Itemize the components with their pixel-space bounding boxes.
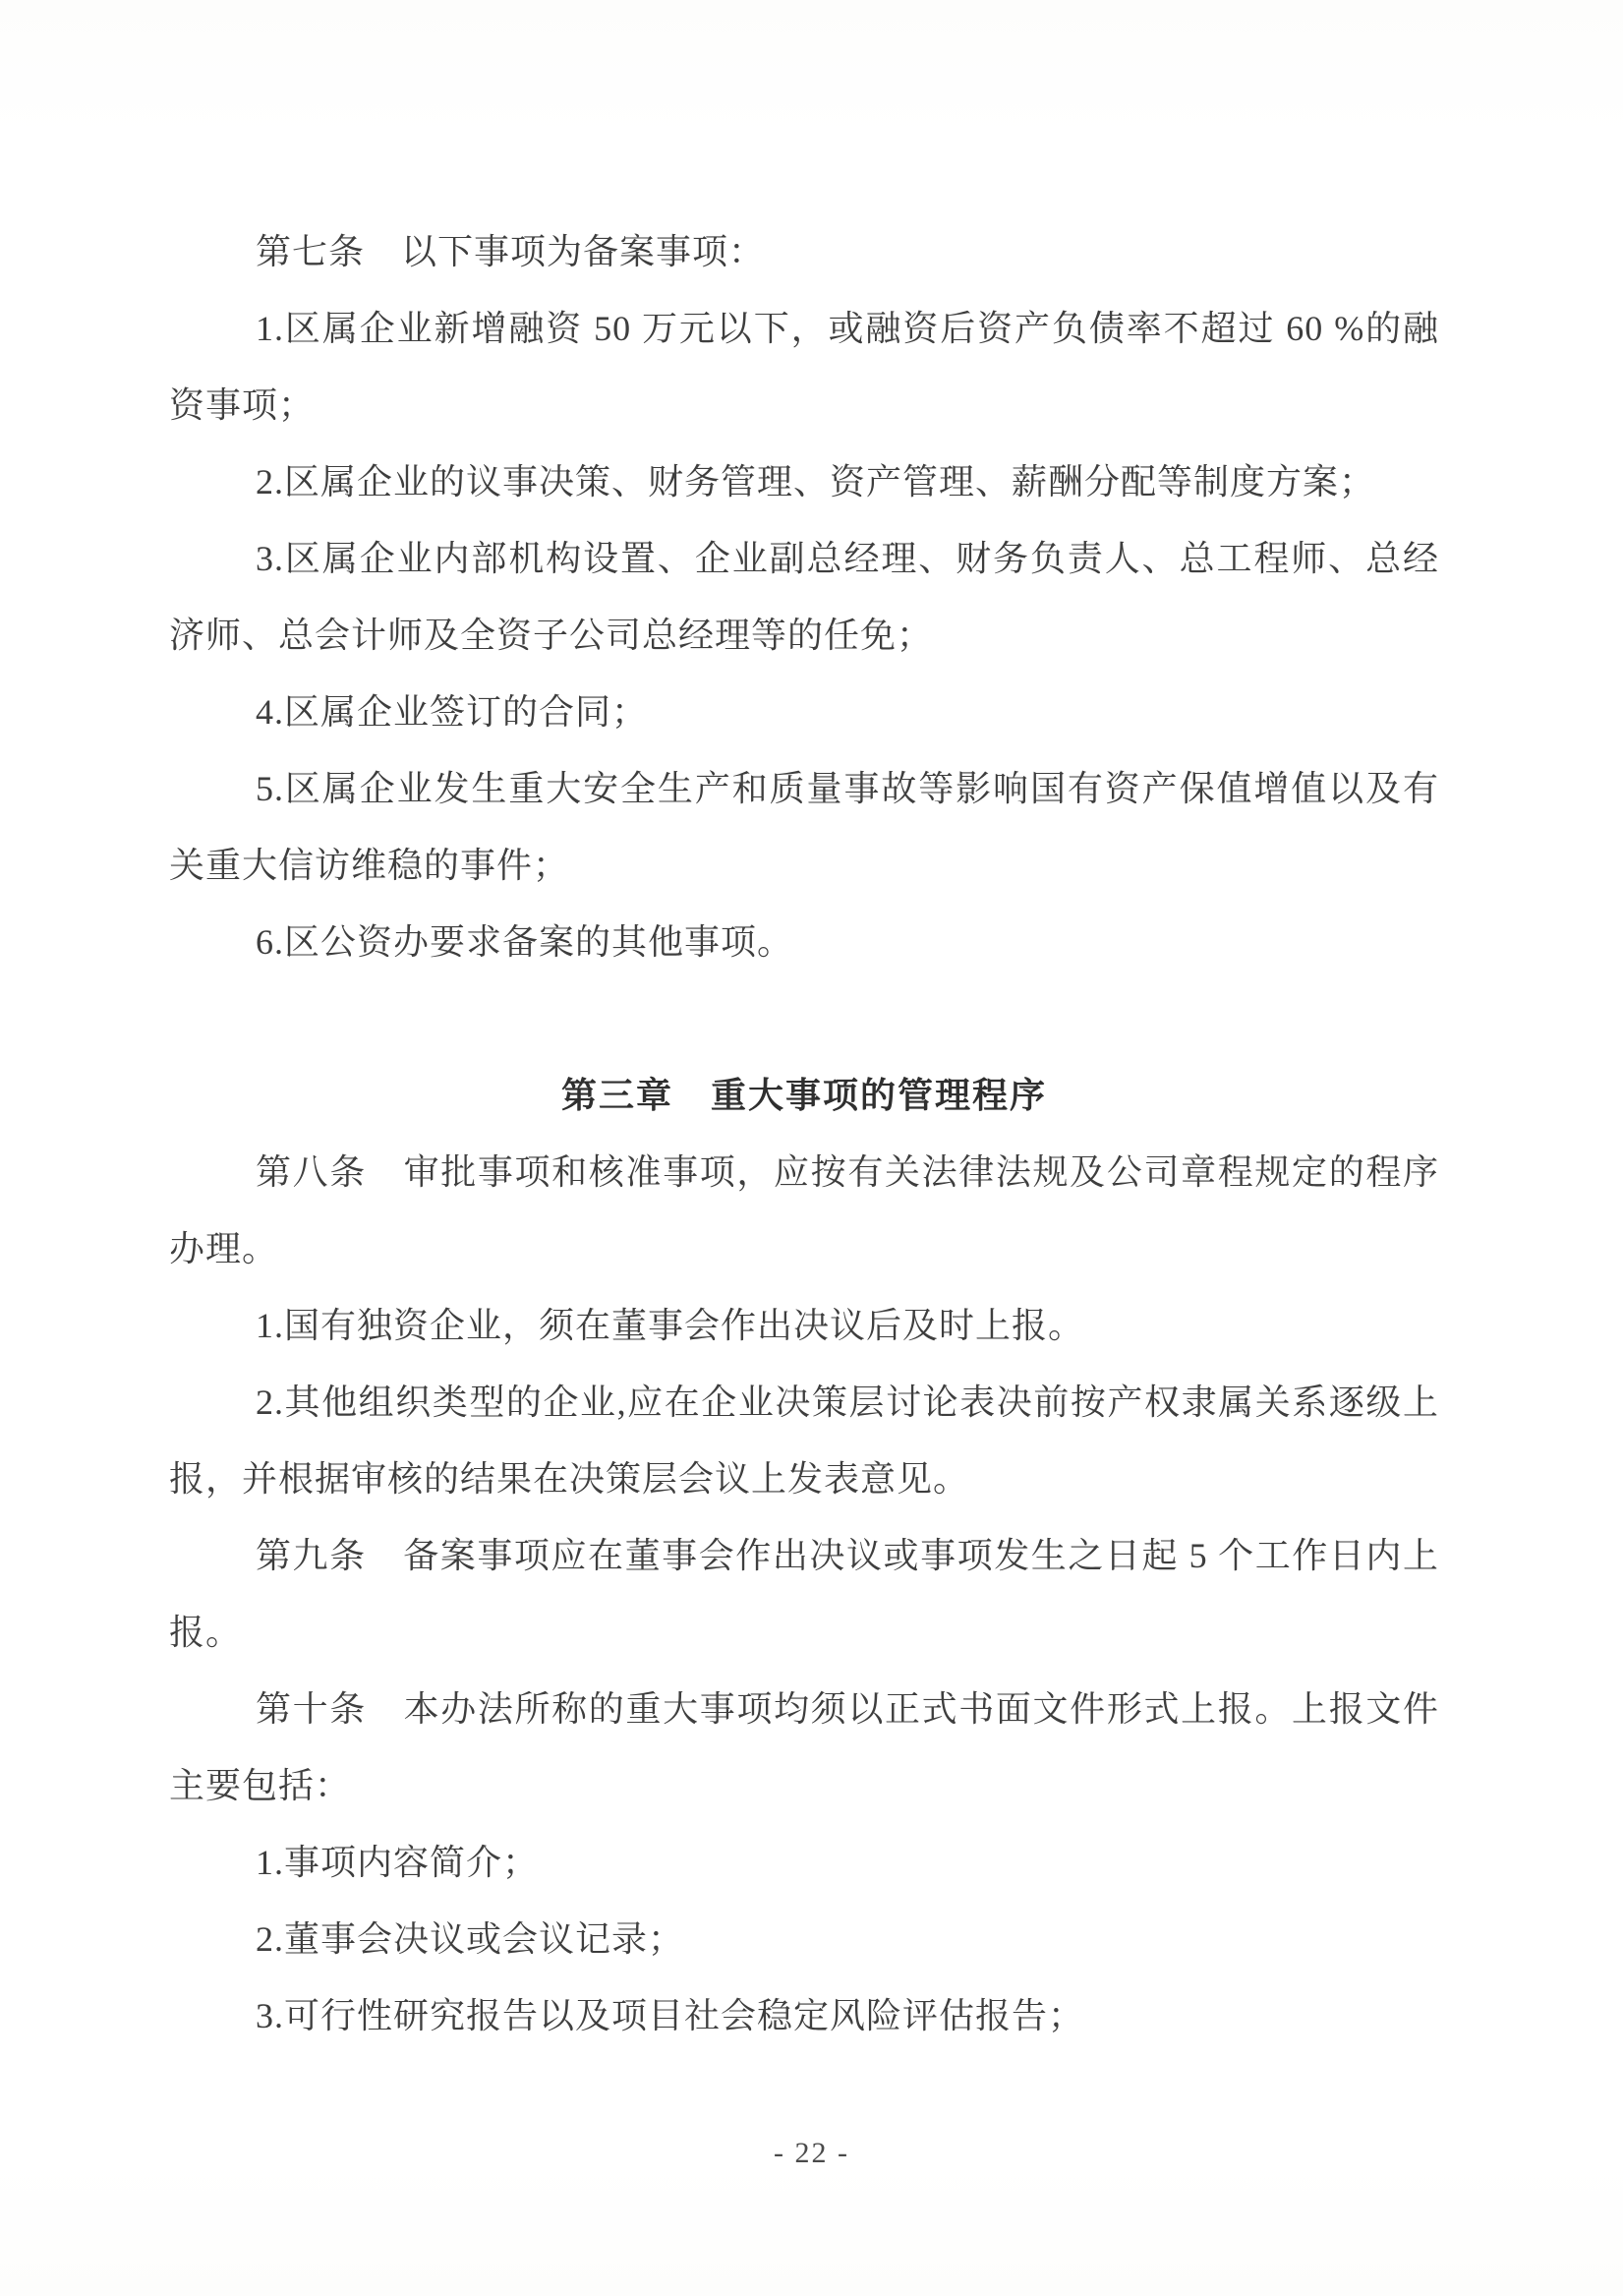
page-content [169, 213, 1439, 2054]
page-number: - 22 - [774, 2137, 849, 2169]
paragraph-item-1: 1.区属企业新增融资 50 万元以下，或融资后资产负债率不超过 60 %的融资事项； [169, 309, 1439, 425]
paragraph-article-8: 第八条 审批事项和核准事项，应按有关法律法规及公司章程规定的程序办理。 [169, 1152, 1439, 1268]
chapter-3-heading: 第三章 重大事项的管理程序 [560, 1075, 1047, 1115]
paragraph-article-10-item-3: 3.可行性研究报告以及项目社会稳定风险评估报告； [256, 1996, 1085, 2035]
paragraph-article-7: 第七条 以下事项为备案事项： [256, 232, 766, 271]
paragraph-item-2: 2.区属企业的议事决策、财务管理、资产管理、薪酬分配等制度方案； [256, 462, 1376, 501]
paragraph-article-10-item-2: 2.董事会决议或会议记录； [256, 1919, 685, 1959]
paragraph-article-8-item-1: 1.国有独资企业，须在董事会作出决议后及时上报。 [256, 1306, 1085, 1345]
paragraph-article-10: 第十条 本办法所称的重大事项均须以正式书面文件形式上报。上报文件主要包括： [169, 1689, 1439, 1805]
paragraph-item-4: 4.区属企业签订的合同； [256, 692, 649, 732]
paragraph-article-8-item-2: 2.其他组织类型的企业,应在企业决策层讨论表决前按产权隶属关系逐级上报，并根据审核的结果在决策层会议上发表意见。 [169, 1383, 1439, 1499]
paragraph-item-5: 5.区属企业发生重大安全生产和质量事故等影响国有资产保值增值以及有关重大信访维稳的事件； [169, 769, 1439, 885]
paragraph-item-6: 6.区公资办要求备案的其他事项。 [256, 922, 794, 962]
paragraph-article-10-item-1: 1.事项内容简介； [256, 1843, 540, 1882]
paragraph-article-9: 第九条 备案事项应在董事会作出决议或事项发生之日起 5 个工作日内上报。 [169, 1536, 1439, 1652]
paragraph-item-3: 3.区属企业内部机构设置、企业副总经理、财务负责人、总工程师、总经济师、总会计师及全资子公司总经理等的任免； [169, 539, 1439, 655]
